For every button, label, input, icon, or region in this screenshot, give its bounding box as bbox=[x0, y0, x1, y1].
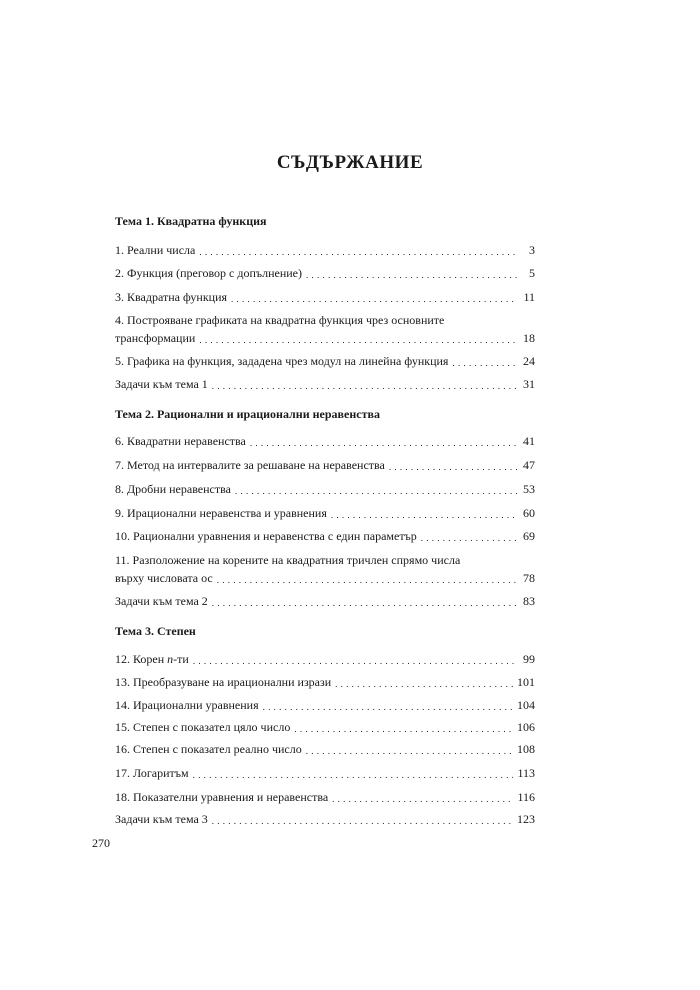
entry-page: 24 bbox=[523, 354, 535, 368]
entry-label: 13. Преобразуване на ирационални изрази bbox=[115, 675, 332, 689]
entry-label: Задачи към тема 3 bbox=[115, 812, 208, 826]
entry-page: 108 bbox=[517, 742, 535, 756]
toc-entry-7[interactable] bbox=[115, 458, 535, 473]
entry-page: 18 bbox=[523, 331, 535, 345]
toc-entry-tasks-1[interactable] bbox=[115, 377, 535, 392]
toc-entry-15[interactable] bbox=[115, 720, 535, 735]
entry-label: 6. Квадратни неравенства bbox=[115, 434, 246, 448]
entry-label: Задачи към тема 2 bbox=[115, 594, 208, 608]
entry-label-italic: n bbox=[167, 652, 174, 666]
entry-label: 15. Степен с показател цяло число bbox=[115, 720, 291, 734]
section-heading-3: Тема 3. Степен bbox=[115, 624, 196, 638]
entry-page: 123 bbox=[517, 812, 535, 826]
toc-entry-2[interactable] bbox=[115, 266, 535, 281]
dot-leader bbox=[199, 244, 517, 256]
entry-page: 5 bbox=[529, 266, 535, 280]
entry-label: 16. Степен с показател реално число bbox=[115, 742, 302, 756]
dot-leader bbox=[331, 507, 517, 519]
dot-leader bbox=[231, 291, 517, 303]
dot-leader bbox=[212, 595, 517, 607]
entry-page: 106 bbox=[517, 720, 535, 734]
entry-page: 11 bbox=[523, 290, 535, 304]
section-heading-1: Тема 1. Квадратна функция bbox=[115, 214, 267, 228]
entry-label: 8. Дробни неравенства bbox=[115, 482, 231, 496]
entry-label: 14. Ирационални уравнения bbox=[115, 698, 259, 712]
dot-leader bbox=[335, 676, 513, 688]
entry-page: 53 bbox=[523, 482, 535, 496]
entry-label: върху числовата ос bbox=[115, 571, 213, 585]
dot-leader bbox=[294, 721, 513, 733]
entry-page: 116 bbox=[517, 790, 535, 804]
entry-page: 47 bbox=[523, 458, 535, 472]
toc-entry-17[interactable] bbox=[115, 766, 535, 781]
toc-entry-1[interactable] bbox=[115, 243, 535, 258]
entry-page: 60 bbox=[523, 506, 535, 520]
entry-label-line1: 4. Построяване графиката на квадратна функция чрез основните bbox=[115, 313, 445, 327]
toc-entry-14[interactable] bbox=[115, 698, 535, 713]
entry-page: 83 bbox=[523, 594, 535, 608]
entry-label: 9. Ирационални неравенства и уравнения bbox=[115, 506, 327, 520]
toc-entry-11[interactable] bbox=[115, 553, 535, 586]
dot-leader bbox=[217, 572, 517, 584]
toc-entry-tasks-3[interactable] bbox=[115, 812, 535, 827]
toc-entry-10[interactable] bbox=[115, 529, 535, 544]
entry-label: Задачи към тема 1 bbox=[115, 377, 208, 391]
entry-label bbox=[115, 652, 189, 667]
page-number: 270 bbox=[92, 836, 110, 850]
dot-leader bbox=[421, 530, 517, 542]
toc-entry-tasks-2[interactable] bbox=[115, 594, 535, 609]
dot-leader bbox=[193, 767, 514, 779]
toc-entry-13[interactable] bbox=[115, 675, 535, 690]
entry-label-line1: 11. Разположение на корените на квадратния тричлен спрямо числа bbox=[115, 553, 461, 567]
dot-leader bbox=[306, 743, 513, 755]
entry-page: 69 bbox=[523, 529, 535, 543]
entry-page: 104 bbox=[517, 698, 535, 712]
entry-page: 78 bbox=[523, 571, 535, 585]
entry-label: 2. Функция (преговор с допълнение) bbox=[115, 266, 303, 280]
toc-entry-8[interactable] bbox=[115, 482, 535, 497]
entry-page: 99 bbox=[523, 652, 535, 666]
entry-label: 17. Логаритъм bbox=[115, 766, 189, 780]
dot-leader bbox=[250, 435, 517, 447]
toc-entry-3[interactable] bbox=[115, 290, 535, 305]
entry-label: 10. Рационални уравнения и неравенства с един параметър bbox=[115, 529, 417, 543]
page-title: СЪДЪРЖАНИЕ bbox=[276, 152, 424, 173]
dot-leader bbox=[389, 459, 517, 471]
dot-leader bbox=[332, 791, 513, 803]
toc-entry-16[interactable] bbox=[115, 742, 535, 757]
dot-leader bbox=[235, 483, 517, 495]
entry-page: 113 bbox=[517, 766, 535, 780]
entry-label: 7. Метод на интервалите за решаване на неравенства bbox=[115, 458, 385, 472]
entry-label-prefix: 12. Корен bbox=[115, 652, 168, 666]
entry-label: 3. Квадратна функция bbox=[115, 290, 228, 304]
entry-page: 41 bbox=[523, 434, 535, 448]
entry-label-suffix: -ти bbox=[173, 652, 189, 666]
entry-page: 3 bbox=[529, 243, 535, 257]
entry-label: трансформации bbox=[115, 331, 196, 345]
dot-leader bbox=[199, 332, 517, 344]
toc-entry-4[interactable] bbox=[115, 313, 535, 346]
entry-label: 1. Реални числа bbox=[115, 243, 196, 257]
entry-label: 5. Графика на функция, зададена чрез модул на линейна функция bbox=[115, 354, 449, 368]
toc-entry-5[interactable] bbox=[115, 354, 535, 369]
dot-leader bbox=[212, 378, 517, 390]
entry-label: 18. Показателни уравнения и неравенства bbox=[115, 790, 329, 804]
toc-entry-9[interactable] bbox=[115, 506, 535, 521]
toc-entry-18[interactable] bbox=[115, 790, 535, 805]
entry-page: 101 bbox=[517, 675, 535, 689]
dot-leader bbox=[306, 267, 517, 279]
dot-leader bbox=[263, 699, 513, 711]
section-heading-2: Тема 2. Рационални и ирационални неравенства bbox=[115, 407, 380, 421]
dot-leader bbox=[452, 355, 517, 367]
entry-page: 31 bbox=[523, 377, 535, 391]
toc-entry-12[interactable] bbox=[115, 652, 535, 667]
dot-leader bbox=[212, 813, 513, 825]
toc-entry-6[interactable] bbox=[115, 434, 535, 449]
dot-leader bbox=[193, 653, 517, 665]
